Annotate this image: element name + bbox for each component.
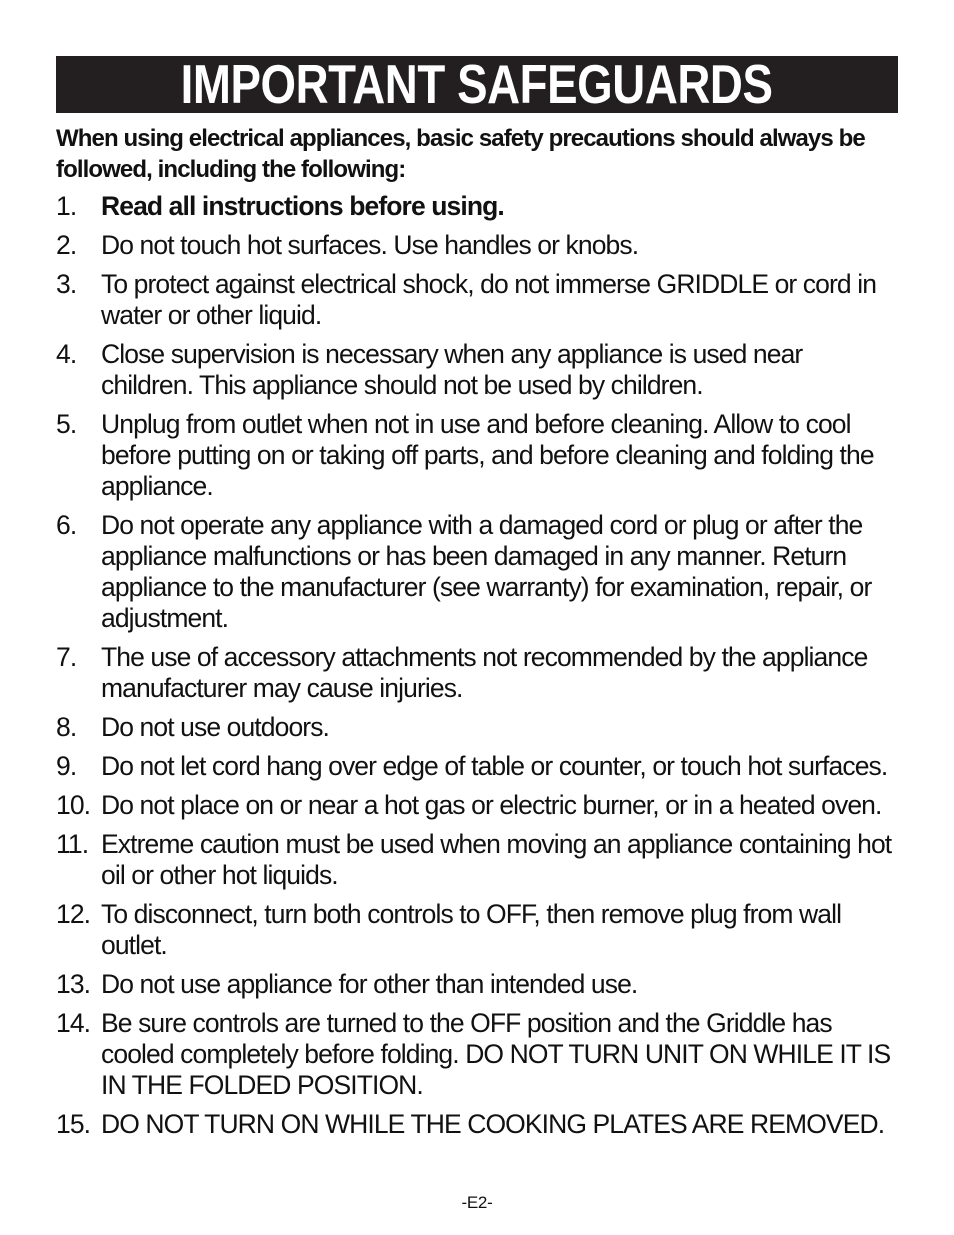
intro-paragraph: When using electrical appliances, basic safety precautions should always be followed, including the following: — [56, 125, 865, 183]
list-item — [56, 642, 898, 704]
list-item — [56, 751, 898, 782]
item-text: Be sure controls are turned to the OFF position and the Griddle has cooled completely before folding. DO NOT TURN UNIT ON WHILE IT IS IN THE FOLDED POSITION. — [101, 1008, 891, 1100]
list-item — [56, 790, 898, 821]
item-text: Close supervision is necessary when any appliance is used near children. This appliance should not be used by children. — [101, 339, 803, 400]
list-item — [56, 339, 898, 401]
item-text: To disconnect, turn both controls to OFF, then remove plug from wall outlet. — [101, 899, 842, 960]
list-item — [56, 1109, 898, 1140]
item-number: 14. — [56, 1008, 91, 1038]
item-number: 11. — [56, 829, 89, 859]
item-text: To protect against electrical shock, do not immerse GRIDDLE or cord in water or other liquid. — [101, 269, 877, 330]
item-number: 5. — [56, 409, 77, 439]
item-text: Do not place on or near a hot gas or electric burner, or in a heated oven. — [101, 790, 882, 820]
document-page — [56, 53, 898, 1148]
item-number: 13. — [56, 969, 91, 999]
item-number: 1. — [56, 191, 77, 221]
item-number: 3. — [56, 269, 77, 299]
list-item — [56, 899, 898, 961]
item-number: 9. — [56, 751, 77, 781]
safeguards-list — [56, 191, 898, 1140]
item-number: 6. — [56, 510, 77, 540]
item-text: Do not use appliance for other than intended use. — [101, 969, 638, 999]
list-item — [56, 191, 898, 222]
list-item — [56, 712, 898, 743]
item-text: Do not use outdoors. — [101, 712, 330, 742]
item-text: The use of accessory attachments not recommended by the appliance manufacturer may cause injuries. — [101, 642, 868, 703]
item-text: Read all instructions before using. — [101, 191, 504, 221]
item-text: Extreme caution must be used when moving an appliance containing hot oil or other hot liquids. — [101, 829, 892, 890]
list-item — [56, 230, 898, 261]
item-number: 12. — [56, 899, 91, 929]
item-number: 10. — [56, 790, 91, 820]
list-item — [56, 829, 898, 891]
list-item — [56, 510, 898, 634]
item-text: Do not touch hot surfaces. Use handles or knobs. — [101, 230, 639, 260]
item-number: 8. — [56, 712, 77, 742]
list-item — [56, 1008, 898, 1101]
list-item — [56, 969, 898, 1000]
list-item — [56, 409, 898, 502]
item-text: Do not let cord hang over edge of table or counter, or touch hot surfaces. — [101, 751, 888, 781]
item-text: Unplug from outlet when not in use and before cleaning. Allow to cool before putting on or taking off parts, and before cleaning and folding the appliance. — [101, 409, 874, 501]
item-number: 7. — [56, 642, 77, 672]
item-number: 4. — [56, 339, 77, 369]
item-text: Do not operate any appliance with a damaged cord or plug or after the appliance malfunctions or has been damaged in any manner. Return appliance to the manufacturer (see warranty) for examination, repair, or adjustment. — [101, 510, 872, 633]
list-item — [56, 269, 898, 331]
item-number: 2. — [56, 230, 77, 260]
item-number: 15. — [56, 1109, 91, 1139]
item-text: DO NOT TURN ON WHILE THE COOKING PLATES ARE REMOVED. — [101, 1109, 885, 1139]
title-banner — [56, 53, 898, 115]
page-title: IMPORTANT SAFEGUARDS — [181, 53, 773, 115]
page-number: -E2- — [461, 1193, 493, 1212]
